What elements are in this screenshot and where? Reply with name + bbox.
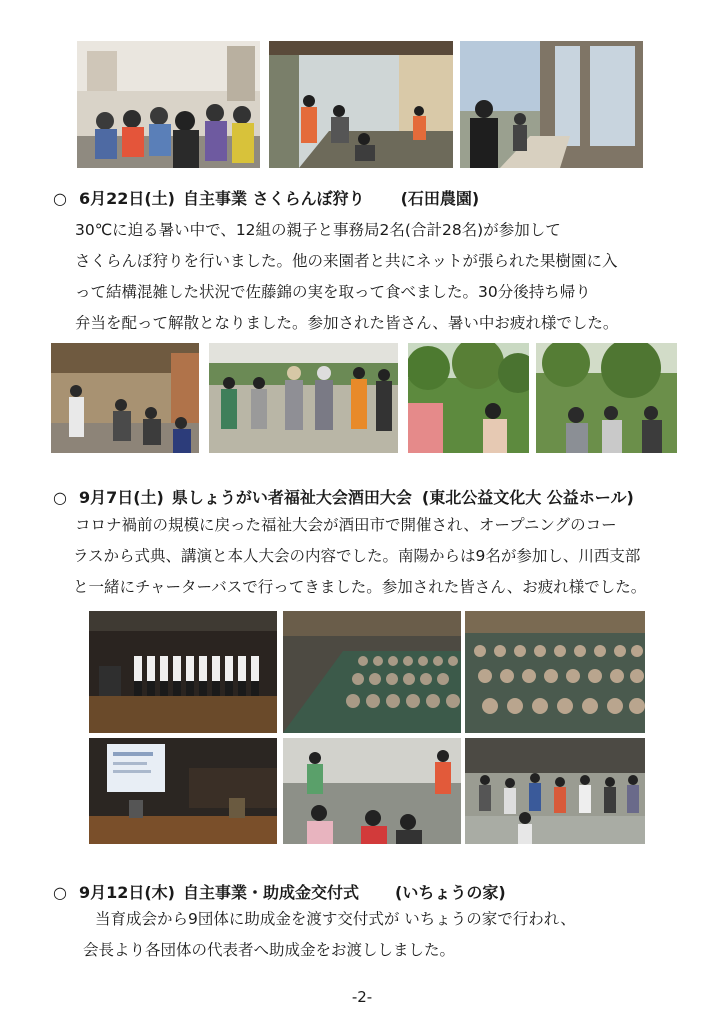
photo-convention-dance [465, 738, 645, 844]
body-line: 30℃に迫る暑い中で、12組の親子と事務局2名(合計28名)が参加して [75, 221, 561, 239]
photo-cherry-rest-area [51, 343, 199, 453]
photo-convention-audience-1 [283, 611, 461, 733]
section-place: (東北公益文化大 公益ホール) [421, 488, 634, 507]
section-date: 9月7日(土) [78, 488, 164, 507]
section-place: (石田農園) [400, 189, 480, 208]
body-line: さくらんぼ狩りを行いました。他の来園者と共にネットが張られた果樹園に入 [75, 252, 618, 270]
photo-cherry-trees-2 [536, 343, 677, 453]
page-number: -2- [351, 988, 373, 1006]
bullet-circle: ○ [53, 883, 67, 902]
photo-cherry-farm-walkway [460, 41, 643, 168]
section-date: 9月12日(木) [78, 883, 175, 902]
section-heading: 県しょうがい者福祉大会酒田大会 [171, 488, 412, 507]
body-line: 弁当を配って解散となりました。参加された皆さん、暑い中お疲れ様でした。 [75, 314, 619, 332]
body-line: コロナ禍前の規模に戻った福祉大会が酒田市で開催され、オープニングのコー [75, 516, 617, 534]
photo-cherry-group-outdoor [209, 343, 398, 453]
section-title-cherry-picking [53, 186, 479, 209]
photo-cherry-trees-1 [408, 343, 529, 453]
body-line: と一緒にチャーターバスで行ってきました。参加された皆さん、お疲れ様でした。 [73, 578, 647, 596]
section-title-welfare-convention [53, 485, 634, 508]
photo-cherry-group-indoor [77, 41, 260, 168]
section-heading: 自主事業 さくらんぼ狩り [183, 189, 365, 208]
section-body-welfare-convention [75, 510, 646, 603]
section-heading: 自主事業・助成金交付式 [183, 883, 360, 902]
section-body-grant-ceremony [83, 904, 576, 966]
section-title-grant-ceremony [53, 880, 506, 903]
photo-convention-chorus [89, 611, 277, 733]
section-place: (いちょうの家) [395, 883, 506, 902]
body-line: 会長より各団体の代表者へ助成金をお渡ししました。 [83, 941, 456, 959]
section-date: 6月22日(土) [78, 189, 175, 208]
photo-convention-performance [283, 738, 461, 844]
body-line: 当育成会から9団体に助成金を渡す交付式が いちょうの家で行われ、 [95, 910, 576, 928]
photo-convention-audience-2 [465, 611, 645, 733]
body-line: ラスから式典、講演と本人大会の内容でした。南陽からは9名が参加し、川西支部 [73, 547, 641, 565]
bullet-circle: ○ [53, 189, 67, 208]
section-body-cherry-picking [75, 215, 618, 339]
photo-cherry-farm-entrance [269, 41, 453, 168]
photo-convention-lecture [89, 738, 277, 844]
bullet-circle: ○ [53, 488, 67, 507]
body-line: って結構混雑した状況で佐藤錦の実を取って食べました。30分後持ち帰り [75, 283, 591, 301]
